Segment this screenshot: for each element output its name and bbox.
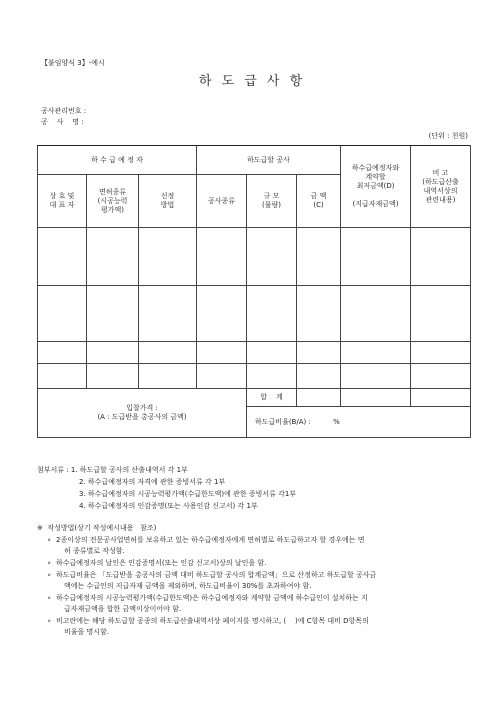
selection-method-header: 선정 방법 bbox=[139, 175, 197, 228]
attachments-label: 첨부서류 : 1. 하도급할 공사의 산출내역서 각 1부 bbox=[37, 466, 188, 474]
subcontract-ratio-cell: 하도급비율(B/A) : % bbox=[247, 407, 471, 438]
attachment-item-4: 4. 하수급예정자의 인감증명(또는 사용인감 신고서) 각 1부 bbox=[79, 502, 258, 510]
license-header: 면허종류 (시공능력 평가액) bbox=[87, 175, 139, 228]
method-note-3: 하도급비율은 「도급받을 총공사의 금액 대비 하도급할 공사의 합계금액」으로 산정하고 하도급할 공사금 bbox=[56, 571, 377, 579]
unit-label: (단위 : 천원) bbox=[428, 132, 468, 140]
method-note-2: 하수급예정자의 날인은 인감증명서(또는 인감 신고서)상의 날인을 함. bbox=[56, 559, 267, 567]
method-note-3-cont: 액에는 수급인의 지급자재 금액을 제외하며, 하도급비율이 30%를 초과하여야 함. bbox=[64, 582, 312, 590]
project-name-label: 공 사 명 : bbox=[41, 118, 84, 126]
total-label: 합 계 bbox=[247, 389, 297, 407]
remarks-header: 비 고 (하도급산출 내역서상의 관련내용) bbox=[411, 146, 471, 228]
table-row bbox=[38, 228, 471, 286]
method-note-5: 비고란에는 해당 하도급할 공종의 하도급산출내역서상 페이지를 명시하고, ( )에 C항목 대비 D항목의 bbox=[56, 617, 369, 625]
method-note-1: 2종이상의 전문공사업면허를 보유하고 있는 하수급예정자에게 면허별로 하도급하고자 할 경우에는 면 bbox=[56, 536, 365, 544]
table-row bbox=[38, 342, 471, 364]
subcontractor-group-header: 하 수 급 예 정 자 bbox=[38, 146, 197, 175]
company-header: 상 호 및 대 표 자 bbox=[38, 175, 87, 228]
bid-price-cell: 입찰가격 : (A : 도급받을 총공사의 금액) bbox=[38, 389, 247, 438]
bullet-icon: ∘ bbox=[47, 617, 52, 625]
attachment-item-3: 3. 하수급예정자의 시공능력평가액(수급한도액)에 관한 증빙서류 각1부 bbox=[79, 490, 297, 498]
method-note-1-cont: 허 종류별로 작성함. bbox=[64, 547, 125, 555]
form-label: 【붙임양식 3】-예시 bbox=[41, 59, 105, 67]
bullet-icon: ∘ bbox=[47, 536, 52, 544]
subcontract-table bbox=[37, 145, 471, 438]
page-title: 하 도 급 사 항 bbox=[198, 74, 306, 89]
method-note-4-cont: 급자재금액을 합한 금액이상이어야 함. bbox=[64, 605, 182, 613]
writing-method-title: ※ 작성방법(상기 작성예시내용 참조) bbox=[37, 524, 157, 532]
method-note-5-cont: 비율을 명시함. bbox=[64, 628, 110, 636]
project-mgmt-number-label: 공사관리번호 : bbox=[41, 107, 87, 115]
bullet-icon: ∘ bbox=[47, 594, 52, 602]
method-note-4: 하수급예정자의 시공능력평가액(수급한도액)은 하수급예정자와 계약할 금액에 하수급인이 설치하는 지 bbox=[56, 594, 368, 602]
bullet-icon: ∘ bbox=[47, 571, 52, 579]
amount-header: 금 액 (C) bbox=[297, 175, 341, 228]
scale-header: 규 모 (물량) bbox=[247, 175, 297, 228]
bullet-icon: ∘ bbox=[47, 559, 52, 567]
attachment-item-2: 2. 하수급예정자의 자격에 관한 증빙서류 각 1부 bbox=[79, 478, 226, 486]
table-row bbox=[38, 286, 471, 342]
table-row bbox=[38, 364, 471, 389]
contract-amount-header: 하수급예정자와 계약할 최저금액(D) (지급자재금액) bbox=[341, 146, 411, 228]
subcontract-work-group-header: 하도급할 공사 bbox=[197, 146, 341, 175]
work-type-header: 공사종류 bbox=[197, 175, 247, 228]
